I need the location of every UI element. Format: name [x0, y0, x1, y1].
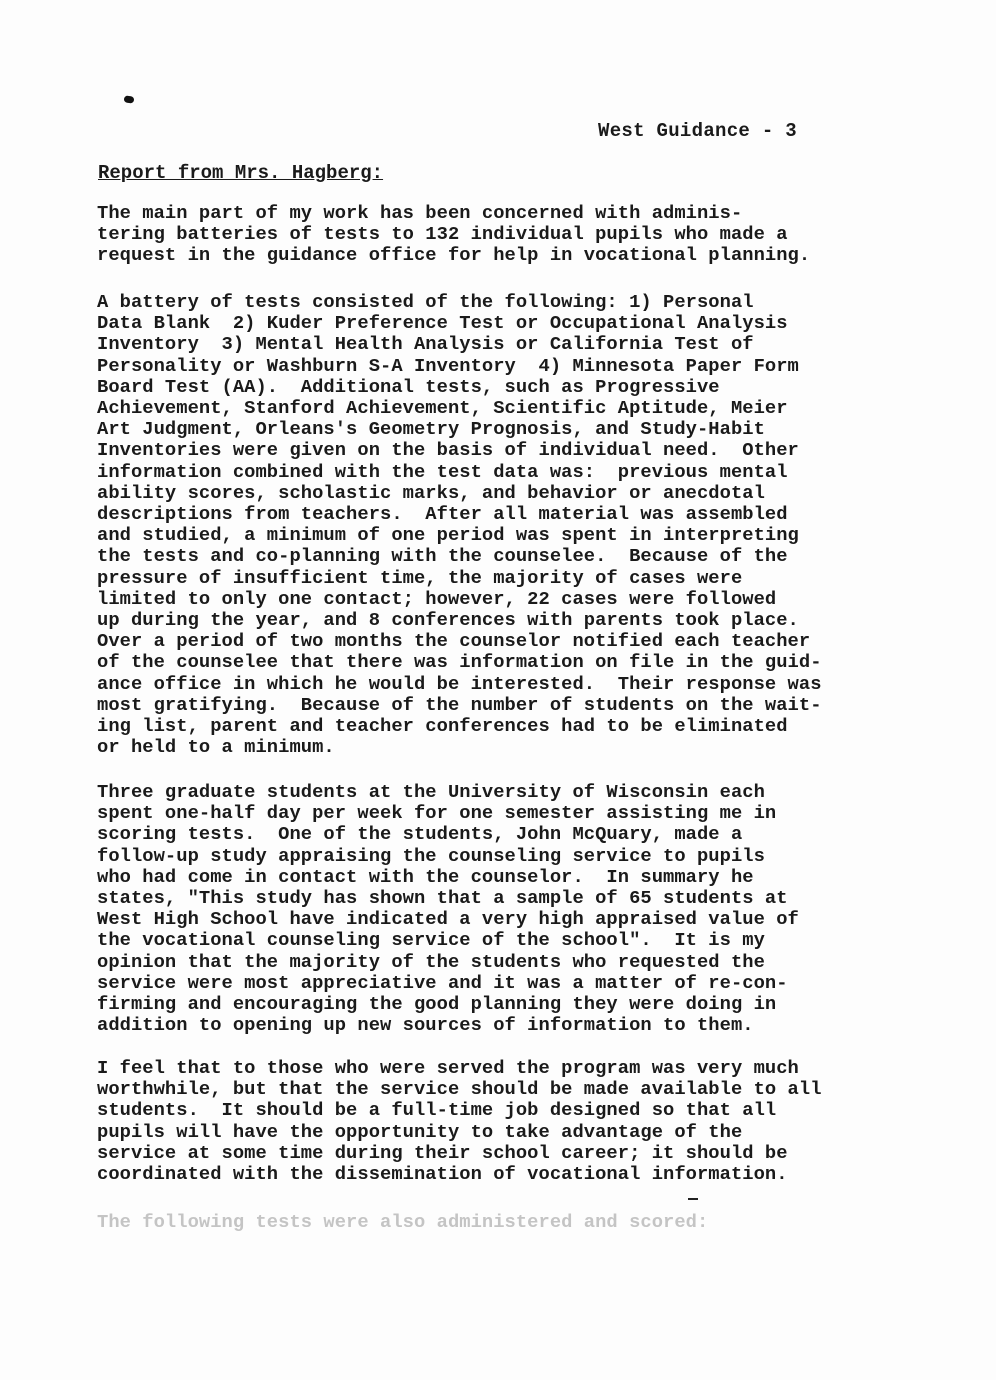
text-line: Art Judgment, Orleans's Geometry Prognosis, and Study-Habit — [97, 418, 765, 441]
text-line: pressure of insufficient time, the majority of cases were — [97, 566, 743, 589]
text-line: Three graduate students at the University of Wisconsin each — [97, 781, 765, 803]
text-line: firming and encouraging the good planning they were doing in — [97, 993, 777, 1016]
text-line: or held to a minimum. — [97, 736, 335, 759]
text-line: A battery of tests consisted of the following: 1) Personal — [97, 291, 754, 313]
faded-text-line: The following tests were also administered and scored: — [97, 1211, 709, 1233]
text-line: Over a period of two months the counselor notified each teacher — [97, 630, 811, 653]
text-line: The main part of my work has been concerned with adminis- — [97, 202, 743, 224]
ink-mark — [124, 95, 135, 103]
text-line: pupils will have the opportunity to take advantage of the — [97, 1120, 743, 1143]
text-line: I feel that to those who were served the program was very much — [97, 1057, 799, 1079]
text-line: service were most appreciative and it was a matter of re-con- — [97, 971, 788, 994]
paragraph-1 — [97, 203, 937, 267]
text-line: Data Blank 2) Kuder Preference Test or Occupational Analysis — [97, 312, 788, 335]
text-line: most gratifying. Because of the number of students on the wait- — [97, 693, 822, 716]
text-line: descriptions from teachers. After all material was assembled — [97, 503, 788, 526]
text-line: spent one-half day per week for one semester assisting me in — [97, 802, 777, 825]
text-line: tering batteries of tests to 132 individual pupils who made a — [97, 223, 788, 246]
text-line: coordinated with the dissemination of vocational information. — [97, 1163, 788, 1186]
text-line: ing list, parent and teacher conferences had to be eliminated — [97, 715, 788, 738]
paragraph-4 — [97, 1058, 937, 1185]
text-line: addition to opening up new sources of information to them. — [97, 1014, 754, 1037]
paragraph-2 — [97, 292, 937, 758]
text-line: follow-up study appraising the counseling service to pupils — [97, 844, 765, 867]
text-line: worthwhile, but that the service should be made available to all — [97, 1078, 822, 1101]
text-line: ability scores, scholastic marks, and behavior or anecdotal — [97, 481, 765, 504]
text-line: students. It should be a full-time job designed so that all — [97, 1099, 777, 1122]
text-line: Inventory 3) Mental Health Analysis or California Test of — [97, 333, 754, 356]
text-line: of the counselee that there was information on file in the guid- — [97, 651, 822, 674]
text-line: scoring tests. One of the students, John McQuary, made a — [97, 823, 743, 846]
text-line: the vocational counseling service of the school". It is my — [97, 929, 765, 952]
report-title: Report from Mrs. Hagberg: — [98, 162, 384, 184]
paragraph-3 — [97, 782, 937, 1036]
text-line: Board Test (AA). Additional tests, such as Progressive — [97, 375, 720, 398]
text-line: West High School have indicated a very high appraised value of — [97, 908, 799, 931]
ink-dash — [688, 1198, 698, 1200]
faded-footer — [97, 1212, 937, 1233]
text-line: request in the guidance office for help in vocational planning. — [97, 244, 811, 267]
text-line: up during the year, and 8 conferences with parents took place. — [97, 609, 799, 632]
text-line: states, "This study has shown that a sample of 65 students at — [97, 887, 788, 910]
text-line: who had come in contact with the counselor. In summary he — [97, 865, 754, 888]
text-line: Personality or Washburn S-A Inventory 4) Minnesota Paper Form — [97, 354, 799, 377]
text-line: and studied, a minimum of one period was spent in interpreting — [97, 524, 799, 547]
page-header: West Guidance - 3 — [598, 120, 797, 142]
text-line: limited to only one contact; however, 22 cases were followed — [97, 587, 777, 610]
text-line: opinion that the majority of the students who requested the — [97, 950, 765, 973]
text-line: Inventories were given on the basis of individual need. Other — [97, 439, 799, 462]
text-line: information combined with the test data was: previous mental — [97, 460, 788, 483]
text-line: the tests and co-planning with the counselee. Because of the — [97, 545, 788, 568]
text-line: Achievement, Stanford Achievement, Scientific Aptitude, Meier — [97, 397, 788, 420]
text-line: service at some time during their school career; it should be — [97, 1141, 788, 1164]
text-line: ance office in which he would be interested. Their response was — [97, 672, 822, 695]
